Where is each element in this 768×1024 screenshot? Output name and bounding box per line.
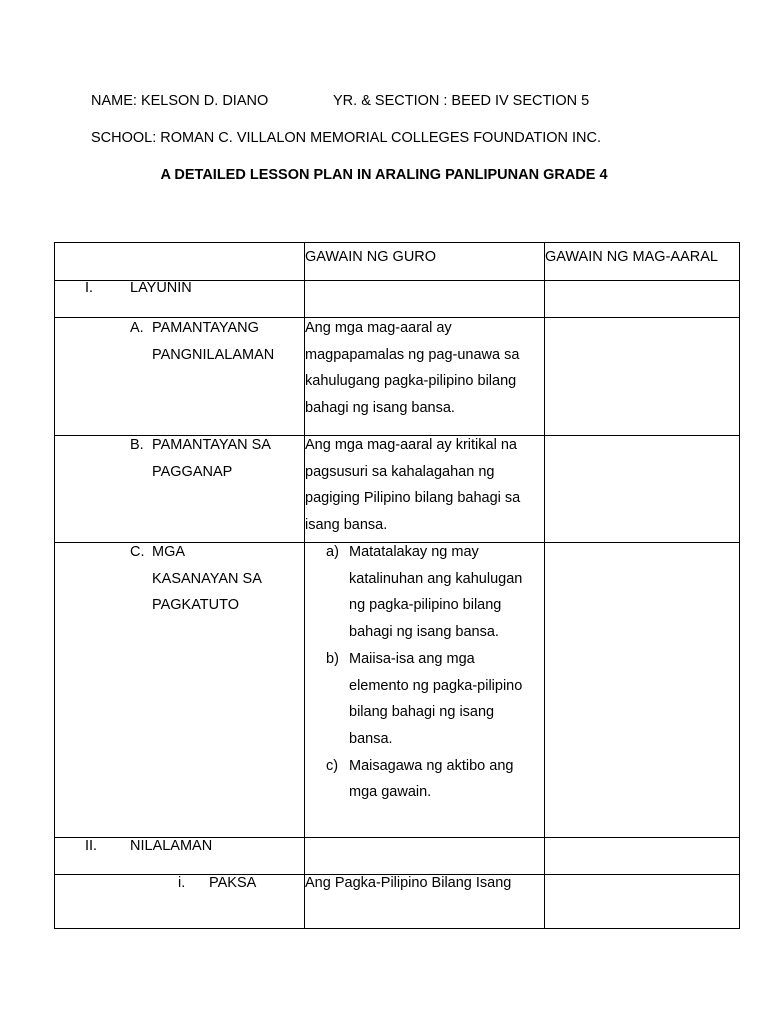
table-row bbox=[55, 543, 740, 838]
student-name: NAME: KELSON D. DIANO bbox=[91, 93, 269, 109]
nilalaman-label: NILALAMAN bbox=[130, 838, 213, 854]
pamantayang-num: A. bbox=[130, 320, 144, 336]
nilalaman-num: II. bbox=[85, 838, 98, 854]
guro-header-cell bbox=[305, 243, 545, 281]
layunin-cell bbox=[55, 281, 305, 318]
layunin-num: I. bbox=[85, 280, 94, 296]
paksa-label: PAKSA bbox=[209, 875, 257, 891]
objective-num: a) bbox=[326, 544, 339, 560]
layunin-label: LAYUNIN bbox=[130, 280, 192, 296]
paksa-cell bbox=[55, 875, 305, 929]
lesson-plan-table bbox=[54, 242, 740, 929]
kasanayan-cell bbox=[55, 543, 305, 838]
objective-text: Maisagawa ng aktibo ang mga gawain. bbox=[349, 757, 514, 801]
list-item bbox=[305, 539, 544, 646]
nilalaman-cell bbox=[55, 838, 305, 875]
list-item bbox=[305, 646, 544, 753]
school-line: SCHOOL: ROMAN C. VILLALON MEMORIAL COLLEGES FOUNDATION INC. bbox=[91, 130, 602, 146]
paksa-guro-text: Ang Pagka-Pilipino Bilang Isang bbox=[305, 875, 512, 891]
pagganap-cell bbox=[55, 436, 305, 543]
objective-text: Matatalakay ng may katalinuhan ang kahulugan ng pagka-pilipino bilang bahagi ng isang bansa. bbox=[349, 544, 523, 641]
objective-num: c) bbox=[326, 757, 339, 774]
table-row bbox=[55, 281, 740, 318]
paksa-guro bbox=[305, 875, 545, 929]
objective-text: Maiisa-isa ang mga elemento ng pagka-pilipino bilang bahagi ng isang bansa. bbox=[349, 650, 523, 747]
pagganap-num: B. bbox=[130, 437, 144, 453]
pamantayang-cell bbox=[55, 318, 305, 436]
document-title: A DETAILED LESSON PLAN IN ARALING PANLIPUNAN GRADE 4 bbox=[160, 167, 608, 183]
pagganap-guro bbox=[305, 436, 545, 543]
pamantayang-label: PAMANTAYANG PANGNILALAMAN bbox=[152, 320, 275, 363]
paksa-num: i. bbox=[178, 875, 186, 891]
pagganap-guro-text: Ang mga mag-aaral ay kritikal na pagsusuri sa kahalagahan ng pagiging Pilipino bilang bahagi sa isang bansa. bbox=[305, 437, 521, 534]
pamantayang-guro bbox=[305, 318, 545, 436]
kasanayan-guro bbox=[305, 543, 545, 838]
pamantayang-guro-text: Ang mga mag-aaral ay magpapamalas ng pag-unawa sa kahulugang pagka-pilipino bilang bahagi ng isang bansa. bbox=[305, 320, 520, 417]
list-item bbox=[305, 753, 544, 806]
table-row bbox=[55, 838, 740, 875]
year-section: YR. & SECTION : BEED IV SECTION 5 bbox=[333, 93, 590, 109]
name-line bbox=[91, 93, 590, 109]
table-row bbox=[55, 318, 740, 436]
table-row bbox=[55, 875, 740, 929]
mag-aaral-header-cell bbox=[545, 243, 740, 281]
col-mag-aaral-label: GAWAIN NG MAG-AARAL bbox=[545, 249, 718, 265]
objective-num: b) bbox=[326, 650, 339, 667]
kasanayan-label: MGA KASANAYAN SA PAGKATUTO bbox=[152, 544, 262, 614]
kasanayan-num: C. bbox=[130, 544, 145, 560]
pagganap-label: PAMANTAYAN SA PAGGANAP bbox=[152, 437, 271, 480]
objectives-list bbox=[305, 539, 544, 806]
col-guro-label: GAWAIN NG GURO bbox=[305, 249, 437, 265]
table-row bbox=[55, 436, 740, 543]
